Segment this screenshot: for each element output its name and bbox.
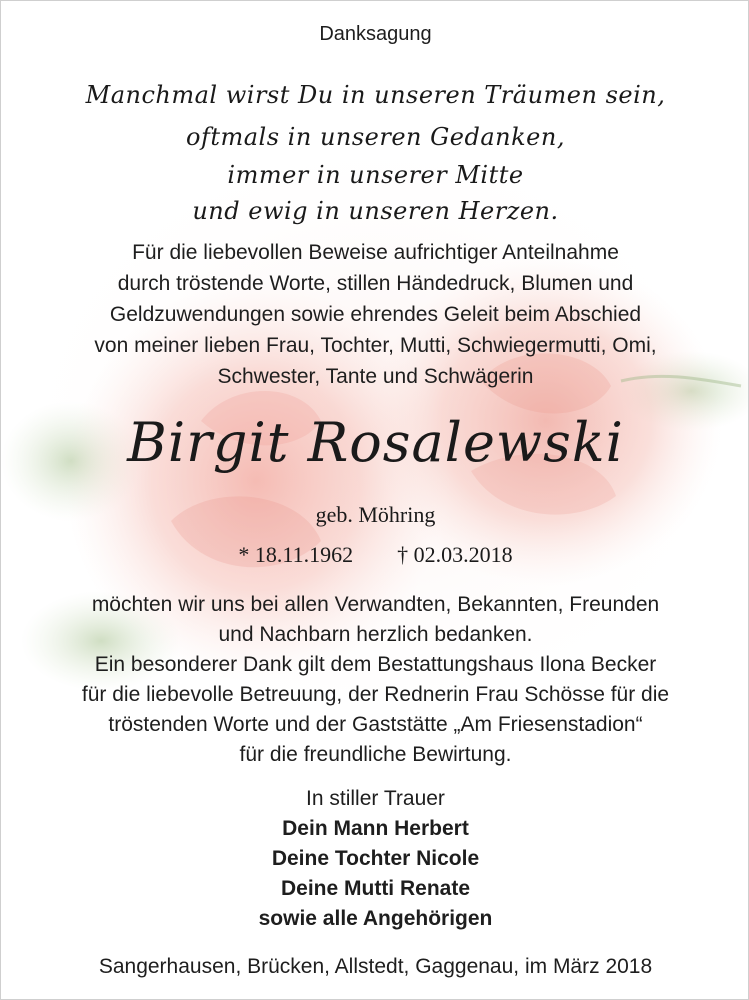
footer-places-date: Sangerhausen, Brücken, Allstedt, Gaggenau, im März 2018 bbox=[98, 955, 653, 978]
death-date: † 02.03.2018 bbox=[397, 542, 513, 567]
thanks-line-2: und Nachbarn herzlich bedanken. bbox=[218, 623, 533, 646]
birth-date: * 18.11.1962 bbox=[238, 542, 354, 567]
intro-line-3: Geldzuwendungen sowie ehrendes Geleit beim Abschied bbox=[109, 303, 642, 326]
thanks-line-4: für die liebevolle Betreuung, der Rednerin Frau Schösse für die bbox=[81, 683, 670, 706]
heading-danksagung: Danksagung bbox=[319, 23, 432, 45]
intro-line-4: von meiner lieben Frau, Tochter, Mutti, Schwiegermutti, Omi, bbox=[94, 334, 657, 357]
poem-line-2: oftmals in unseren Gedanken, bbox=[186, 123, 565, 151]
life-dates bbox=[1, 542, 749, 568]
deceased-name: Birgit Rosalewski bbox=[127, 411, 624, 474]
thanks-line-6: für die freundliche Bewirtung. bbox=[239, 743, 512, 766]
mourning-intro: In stiller Trauer bbox=[306, 787, 445, 810]
thanks-line-5: tröstenden Worte und der Gaststätte „Am Friesenstadion“ bbox=[108, 713, 643, 736]
poem-line-4: und ewig in unseren Herzen. bbox=[192, 197, 559, 225]
mourner-2: Deine Tochter Nicole bbox=[271, 847, 480, 870]
mourner-4: sowie alle Angehörigen bbox=[258, 907, 493, 930]
thanks-line-1: möchten wir uns bei allen Verwandten, Bekannten, Freunden bbox=[91, 593, 660, 616]
poem-line-1: Manchmal wirst Du in unseren Träumen sein, bbox=[85, 81, 666, 109]
intro-line-5: Schwester, Tante und Schwägerin bbox=[217, 365, 534, 388]
thanks-line-3: Ein besonderer Dank gilt dem Bestattungshaus Ilona Becker bbox=[94, 653, 657, 676]
mourner-3: Deine Mutti Renate bbox=[280, 877, 471, 900]
poem-line-3: immer in unserer Mitte bbox=[227, 161, 524, 189]
birth-name: geb. Möhring bbox=[315, 502, 436, 527]
mourner-1: Dein Mann Herbert bbox=[282, 817, 469, 840]
intro-line-2: durch tröstende Worte, stillen Händedruck, Blumen und bbox=[117, 272, 634, 295]
intro-line-1: Für die liebevollen Beweise aufrichtiger Anteilnahme bbox=[132, 241, 619, 264]
